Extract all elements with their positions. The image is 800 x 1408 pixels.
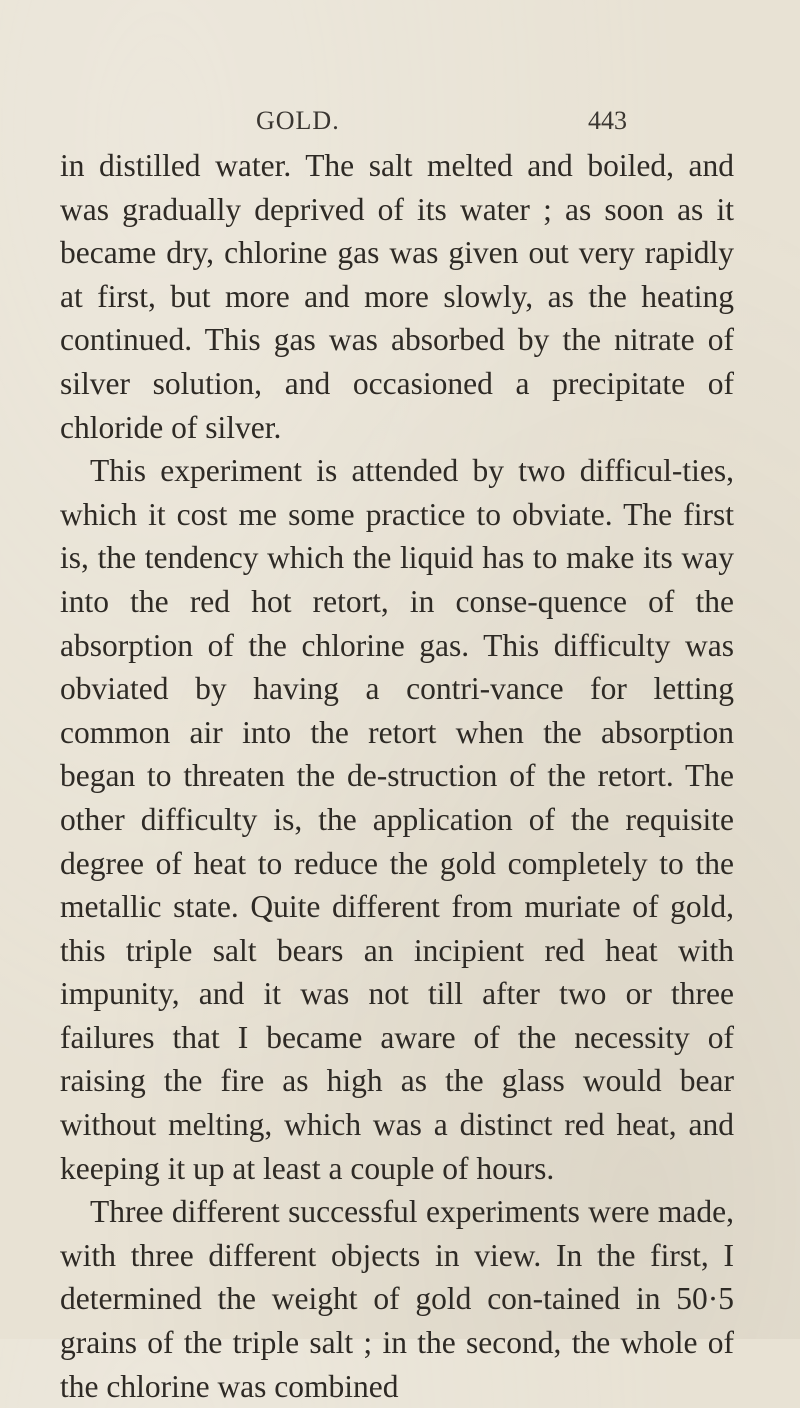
paragraph: in distilled water. The salt melted and boiled, and was gradually deprived of its water ; as soon as it became dry, chlorine gas was given out very rapidly at first, but more and more slowly, as the heating continued. This gas was absorbed by the nitrate of silver solution, and occasioned a precipitate of chloride of silver. [60,148,734,445]
page-number: 443 [588,106,627,135]
running-title: GOLD. [256,106,340,135]
paragraph: This experiment is attended by two difficul-ties, which it cost me some practice to obviate. The first is, the tendency which the liquid has to make its way into the red hot retort, in conse-quence of the absorption of the chlorine gas. This difficulty was obviated by having a contri-vance for letting common air into the retort when the absorption began to threaten the de-struction of the retort. The other difficulty is, the application of the requisite degree of heat to reduce the gold completely to the metallic state. Quite different from muriate of gold, this triple salt bears an incipient red heat with impunity, and it was not till after two or three failures that I became aware of the necessity of raising the fire as high as the glass would bear without melting, which was a distinct red heat, and keeping it up at least a couple of hours. [60,453,734,1186]
body-text [60,144,734,1408]
paragraph: Three different successful experiments were made, with three different objects in view. In the first, I determined the weight of gold con-tained in 50·5 grains of the triple salt ; in the second, the whole of the chlorine was combined [60,1194,734,1404]
running-head [0,106,800,146]
